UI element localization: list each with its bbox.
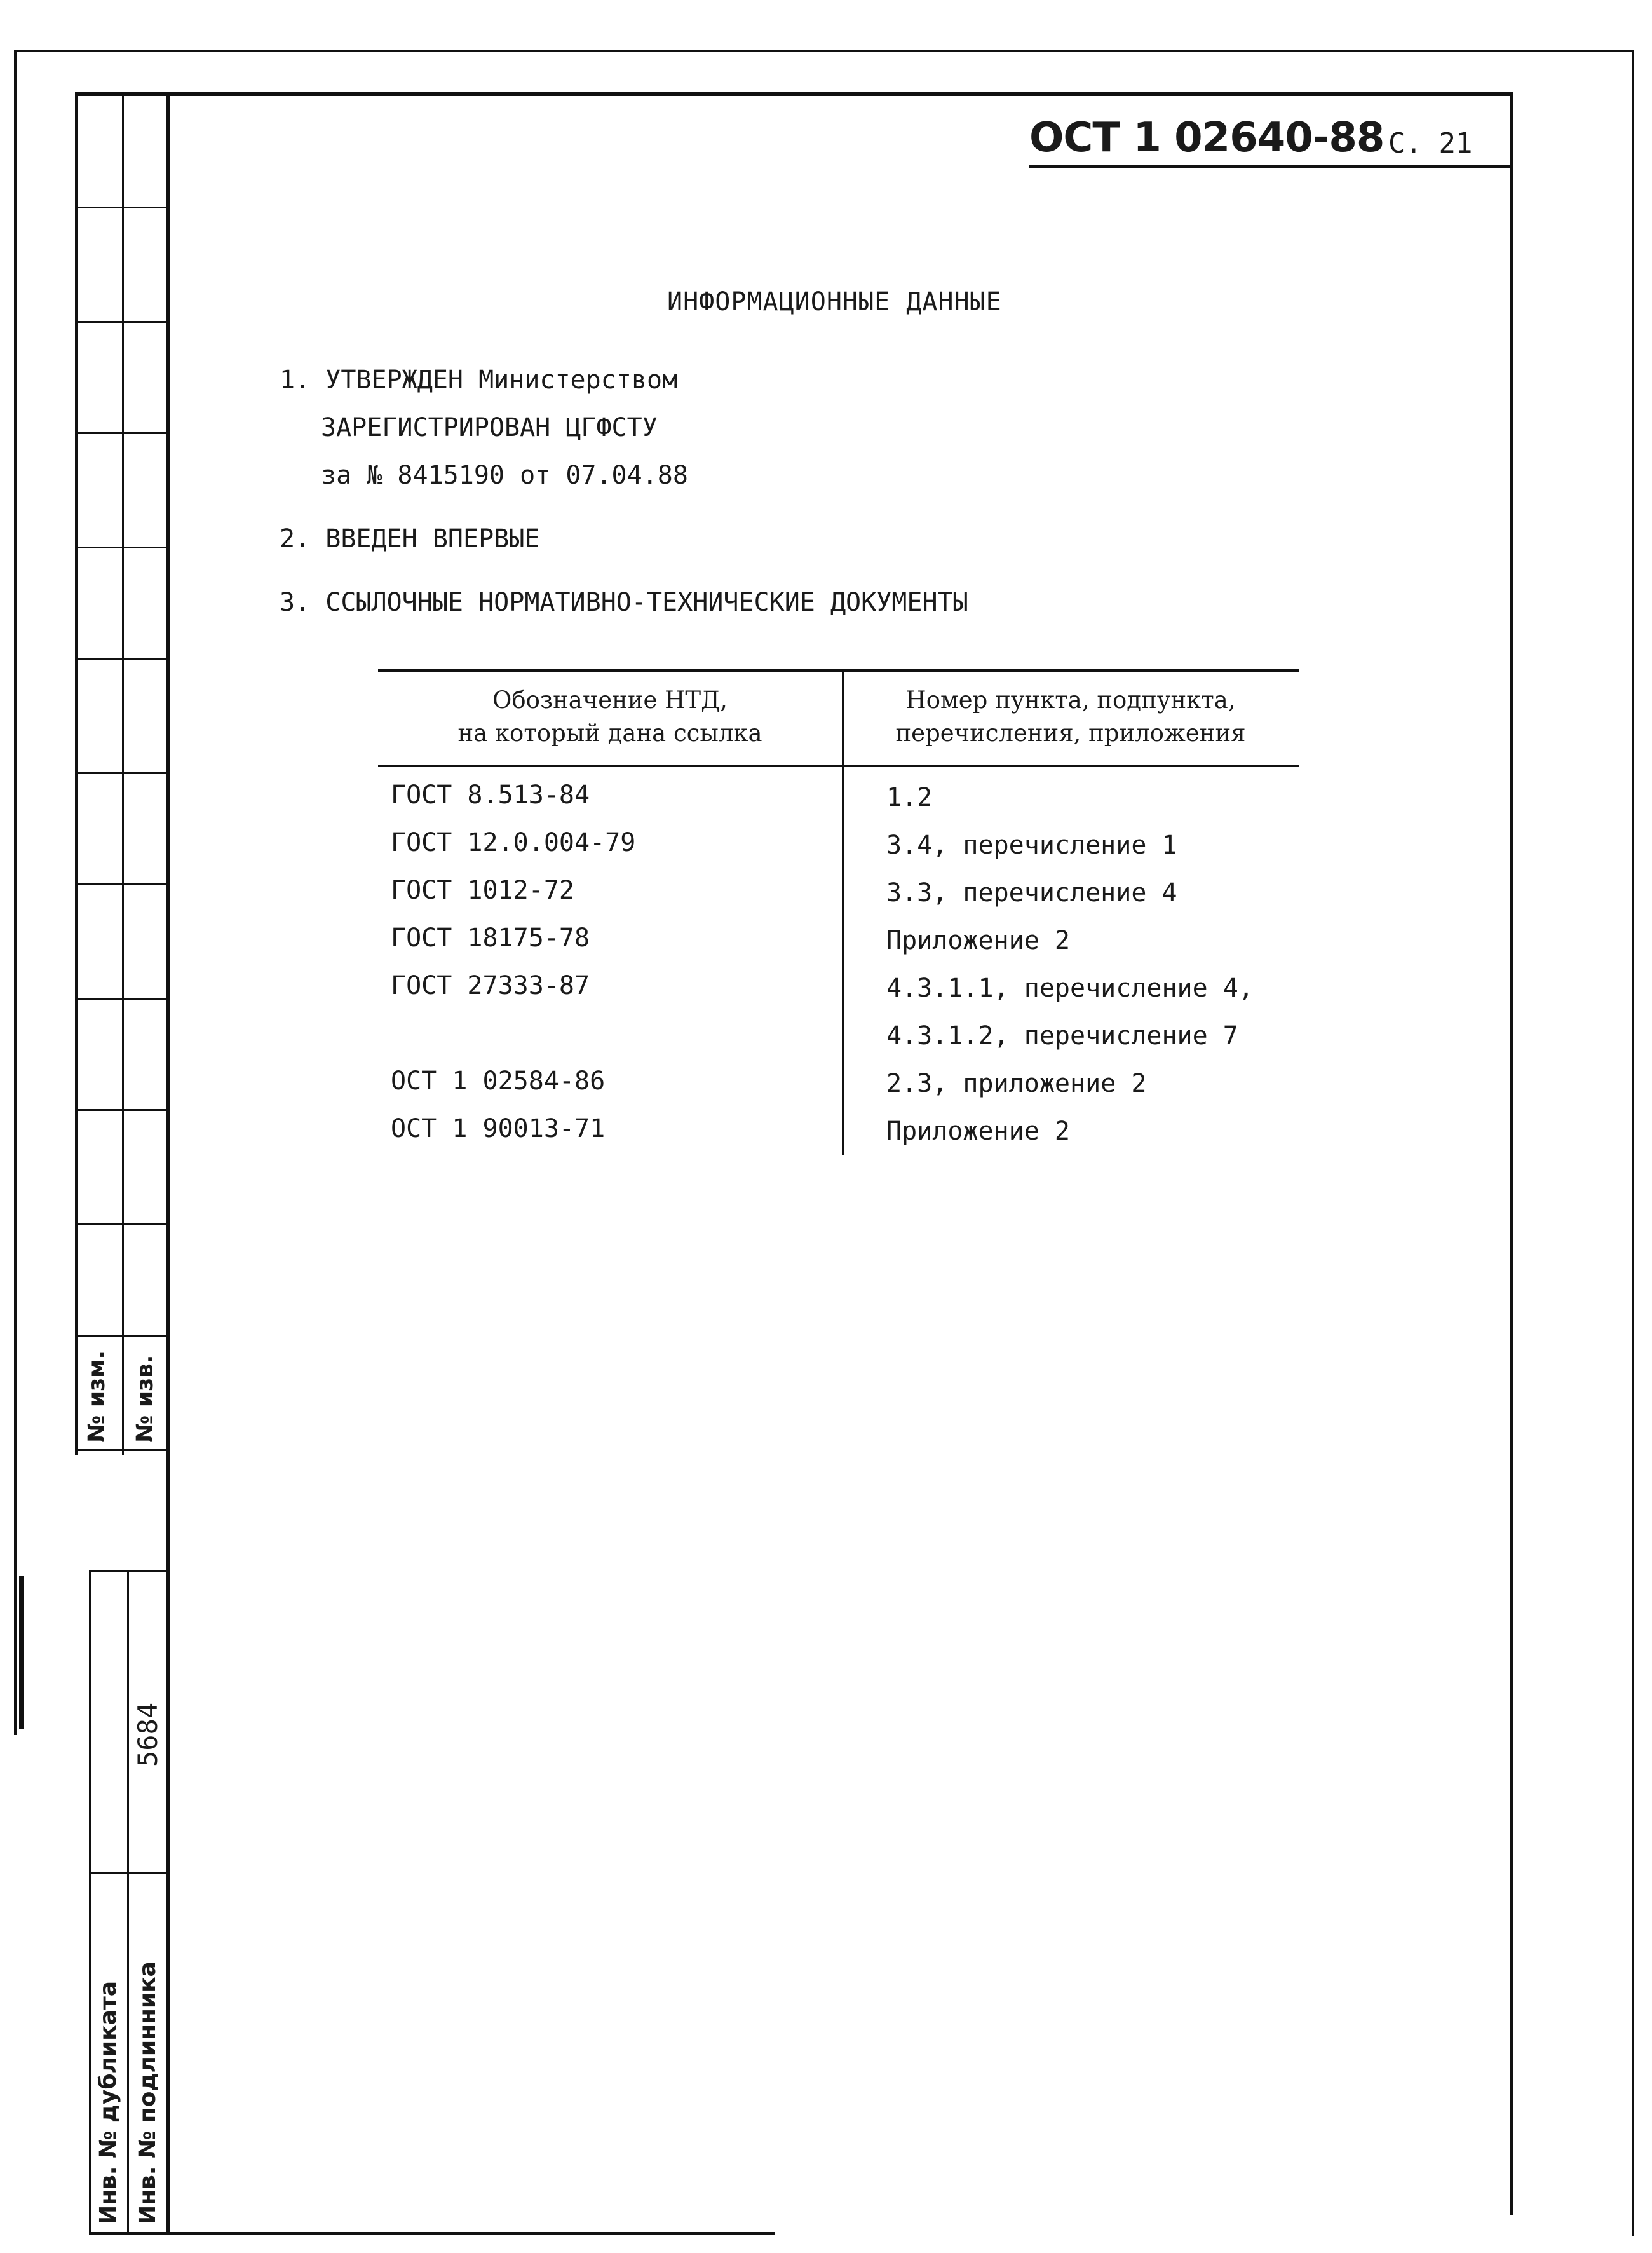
sidebar-row-5 [75, 658, 168, 660]
sidebar-bottom-row [89, 1872, 169, 1874]
sidebar-row-3 [75, 432, 168, 434]
table-col2-header [848, 684, 1293, 750]
outer-right-border [1632, 50, 1634, 2236]
sidebar-row-2 [75, 321, 168, 323]
outer-top-border [14, 50, 1634, 52]
table-row-1-ref: 1.2 [886, 783, 933, 812]
item-1-line-2: ЗАРЕГИСТРИРОВАН ЦГФСТУ [321, 413, 658, 442]
table-row-7-ref: 2.3, приложение 2 [886, 1069, 1147, 1098]
section-title: ИНФОРМАЦИОННЫЕ ДАННЫЕ [667, 287, 1002, 317]
table-row-4-ref: Приложение 2 [886, 926, 1070, 955]
table-top-rule [378, 669, 1299, 672]
col2-header-line2: перечисления, приложения [895, 719, 1246, 747]
col1-header-line1: Обозначение НТД, [492, 686, 728, 714]
document-code: ОСТ 1 02640-88 [1029, 114, 1385, 161]
sidebar-row-8 [75, 998, 168, 1000]
inner-top-border [75, 92, 1512, 96]
table-row-2-ntd: ГОСТ 12.0.004-79 [391, 828, 636, 857]
table-column-divider [842, 669, 844, 1155]
sidebar-label-dublikat: Инв. № дубликата [95, 1981, 121, 2224]
table-row-8-ntd: ОСТ 1 90013-71 [391, 1114, 606, 1143]
inner-bottom-border [89, 2232, 775, 2235]
table-row-3-ref: 3.3, перечисление 4 [886, 878, 1177, 908]
sidebar-line-c [166, 92, 170, 2234]
header-underline [1029, 165, 1512, 168]
table-header-rule [378, 765, 1299, 767]
sidebar-row-1 [75, 207, 168, 208]
sidebar-podlinnik-number: 5684 [132, 1702, 163, 1767]
page-number: С. 21 [1388, 127, 1473, 160]
sidebar-row-9 [75, 1109, 168, 1111]
item-3: 3. ССЫЛОЧНЫЕ НОРМАТИВНО-ТЕХНИЧЕСКИЕ ДОКУМЕНТЫ [280, 588, 968, 617]
sidebar-label-izv: № изв. [132, 1354, 158, 1443]
sidebar-label-izm: № изм. [84, 1350, 110, 1443]
item-1-line-1: 1. УТВЕРЖДЕН Министерством [280, 365, 678, 395]
sidebar-bracket [19, 1576, 24, 1729]
table-row-8-ref: Приложение 2 [886, 1117, 1070, 1146]
inner-right-border [1510, 92, 1513, 2215]
table-row-7-ntd: ОСТ 1 02584-86 [391, 1066, 606, 1096]
sidebar-row-10 [75, 1223, 168, 1225]
sidebar-label-podlinnik: Инв. № подлинника [135, 1961, 161, 2224]
sidebar-row-4 [75, 547, 168, 548]
outer-left-border [14, 51, 17, 1735]
sidebar-row-7 [75, 883, 168, 885]
table-row-6-ref: 4.3.1.2, перечисление 7 [886, 1021, 1238, 1051]
table-row-1-ntd: ГОСТ 8.513-84 [391, 780, 590, 810]
table-row-4-ntd: ГОСТ 18175-78 [391, 923, 590, 953]
table-row-5-ntd: ГОСТ 27333-87 [391, 971, 590, 1000]
col1-header-line2: на который дана ссылка [457, 719, 762, 747]
sidebar-row-11 [75, 1335, 168, 1337]
table-row-5-ref: 4.3.1.1, перечисление 4, [886, 974, 1254, 1003]
item-2: 2. ВВЕДЕН ВПЕРВЫЕ [280, 524, 540, 554]
sidebar-bottom-top [89, 1570, 169, 1572]
table-row-3-ntd: ГОСТ 1012-72 [391, 876, 574, 905]
table-row-2-ref: 3.4, перечисление 1 [886, 831, 1177, 860]
col2-header-line1: Номер пункта, подпункта, [905, 686, 1236, 714]
item-1-line-3: за № 8415190 от 07.04.88 [321, 461, 688, 490]
sidebar-bottom-mid [127, 1570, 129, 2234]
sidebar-row-12 [75, 1449, 168, 1451]
sidebar-row-6 [75, 772, 168, 774]
sidebar-bottom-left [89, 1570, 91, 2234]
table-col1-header [381, 684, 839, 750]
